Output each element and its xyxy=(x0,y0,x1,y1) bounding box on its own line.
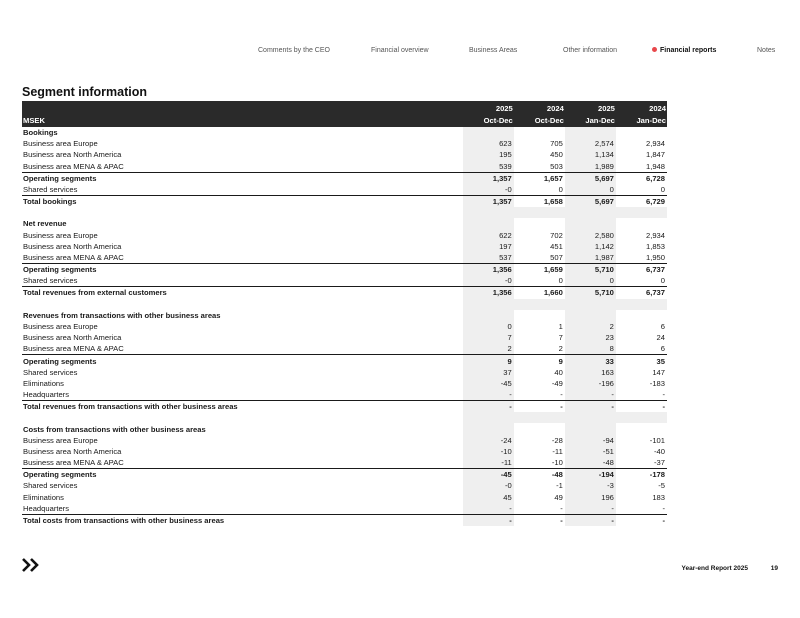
table-row xyxy=(22,138,667,149)
spacer-cell xyxy=(514,207,565,218)
table-row xyxy=(22,446,667,457)
value-cell: - xyxy=(463,401,514,413)
value-cell: 197 xyxy=(463,241,514,252)
subtotal-row xyxy=(22,355,667,367)
value-cell: 0 xyxy=(558,184,563,194)
value-cell: 1,989 xyxy=(565,161,616,173)
table-row xyxy=(22,149,667,160)
value-cell: -49 xyxy=(551,378,563,388)
row-label: Operating segments xyxy=(22,264,463,276)
value-cell: 5,697 xyxy=(565,196,616,208)
row-label: Headquarters xyxy=(23,503,70,513)
value-cell: 2,580 xyxy=(565,230,616,241)
value-cell: 1,853 xyxy=(645,241,665,251)
value-cell: - xyxy=(514,401,565,413)
table-body xyxy=(22,127,667,526)
value-cell: - xyxy=(662,503,665,513)
row-label: Business area Europe xyxy=(23,322,98,331)
table-row xyxy=(22,435,667,446)
value-cell: 1,356 xyxy=(463,287,514,299)
table-header xyxy=(22,101,667,127)
row-label: Business area MENA & APAC xyxy=(23,252,124,262)
subtotal-row xyxy=(22,196,667,208)
row-label: Business area North America xyxy=(23,446,122,456)
spacer-cell xyxy=(514,412,565,423)
value-cell: 1 xyxy=(558,322,563,331)
table-row xyxy=(22,492,667,503)
value-cell: -11 xyxy=(552,446,563,456)
value-cell: 2 xyxy=(565,321,616,332)
value-cell xyxy=(514,423,565,434)
value-cell: 1,660 xyxy=(514,287,565,299)
row-label: Costs from transactions with other business areas xyxy=(23,424,206,434)
value-cell: -5 xyxy=(658,481,665,491)
table-row xyxy=(22,367,667,378)
nav-item-financial-reports[interactable] xyxy=(652,47,716,54)
value-cell: 6 xyxy=(660,322,665,331)
value-cell: 507 xyxy=(550,252,563,262)
value-cell xyxy=(565,423,616,434)
value-cell: - xyxy=(616,401,667,413)
top-navigation xyxy=(0,47,800,59)
value-cell: -51 xyxy=(565,446,616,457)
value-cell: -0 xyxy=(463,184,514,196)
nav-item-other-information[interactable]: Other information xyxy=(563,47,618,54)
value-cell: 1,134 xyxy=(565,149,616,160)
subtotal-row xyxy=(22,469,667,481)
value-cell: 0 xyxy=(660,184,665,194)
value-cell: -40 xyxy=(654,446,665,456)
table-row xyxy=(22,343,667,355)
row-label: Shared services xyxy=(23,184,78,194)
table-row xyxy=(22,321,667,332)
row-label: Business area North America xyxy=(23,241,122,251)
value-cell: 35 xyxy=(616,355,667,367)
value-cell: 6,737 xyxy=(616,287,667,299)
value-cell: 33 xyxy=(565,355,616,367)
value-cell: 1,142 xyxy=(565,241,616,252)
table-row xyxy=(22,230,667,241)
value-cell: 5,697 xyxy=(565,172,616,184)
row-label: Revenues from transactions with other business areas xyxy=(23,310,221,320)
row-label: Eliminations xyxy=(23,492,64,502)
value-cell: 163 xyxy=(565,367,616,378)
row-label: Total revenues from transactions with other business areas xyxy=(22,401,463,413)
value-cell: -28 xyxy=(551,435,563,445)
value-cell: 2 xyxy=(463,343,514,355)
value-cell xyxy=(514,218,565,229)
value-cell: -101 xyxy=(649,435,665,445)
column-year: 2025 xyxy=(598,103,615,113)
subtotal-row xyxy=(22,287,667,299)
value-cell: 503 xyxy=(550,161,563,171)
value-cell: 147 xyxy=(652,367,665,377)
value-cell: -37 xyxy=(654,458,665,468)
subtotal-row xyxy=(22,514,667,526)
value-cell: -48 xyxy=(514,469,565,481)
value-cell: -3 xyxy=(565,480,616,491)
value-cell: - xyxy=(662,390,665,400)
row-label: Business area North America xyxy=(23,333,122,343)
row-label: Shared services xyxy=(23,481,78,491)
spacer-cell xyxy=(565,207,616,218)
table-row xyxy=(22,457,667,469)
value-cell: 6,728 xyxy=(616,172,667,184)
row-label: Total bookings xyxy=(22,196,463,208)
value-cell: 9 xyxy=(463,355,514,367)
nav-item-notes[interactable]: Notes xyxy=(757,47,776,54)
value-cell: 40 xyxy=(554,367,563,377)
value-cell: 2,934 xyxy=(645,230,665,240)
value-cell: 1,948 xyxy=(645,161,665,171)
active-dot-icon xyxy=(652,47,657,52)
value-cell: 0 xyxy=(565,184,616,196)
section-header-row xyxy=(22,127,667,138)
subtotal-row xyxy=(22,264,667,276)
value-cell: -45 xyxy=(463,469,514,481)
value-cell: 195 xyxy=(463,149,514,160)
value-cell: 450 xyxy=(550,150,563,160)
table-row xyxy=(22,241,667,252)
row-label: Business area MENA & APAC xyxy=(23,344,124,354)
spacer-row xyxy=(22,207,667,218)
value-cell: 1,657 xyxy=(514,172,565,184)
row-label: Operating segments xyxy=(22,355,463,367)
value-cell: 23 xyxy=(565,332,616,343)
value-cell: 6 xyxy=(660,344,665,354)
value-cell: -196 xyxy=(565,378,616,389)
value-cell: -24 xyxy=(463,435,514,446)
value-cell xyxy=(616,127,667,138)
value-cell: - xyxy=(463,503,514,515)
value-cell: - xyxy=(514,514,565,526)
value-cell: 6,729 xyxy=(616,196,667,208)
table-row xyxy=(22,480,667,491)
spacer-cell xyxy=(463,207,514,218)
row-label: Total costs from transactions with other business areas xyxy=(22,514,463,526)
value-cell: 2,574 xyxy=(565,138,616,149)
row-label: Business area Europe xyxy=(23,230,98,240)
subtotal-row xyxy=(22,401,667,413)
column-period: Oct-Dec xyxy=(483,115,513,125)
value-cell: - xyxy=(565,503,616,515)
value-cell: 9 xyxy=(514,355,565,367)
value-cell: -45 xyxy=(463,378,514,389)
value-cell: -10 xyxy=(463,446,514,457)
spacer-cell xyxy=(565,299,616,310)
value-cell: 705 xyxy=(550,139,563,149)
value-cell: 7 xyxy=(463,332,514,343)
value-cell xyxy=(616,310,667,321)
spacer-cell xyxy=(463,299,514,310)
value-cell: 1,356 xyxy=(463,264,514,276)
value-cell: -94 xyxy=(565,435,616,446)
row-label: Shared services xyxy=(23,276,78,286)
table-row xyxy=(22,184,667,196)
column-year: 2025 xyxy=(495,103,513,113)
table-row xyxy=(22,252,667,264)
value-cell: -11 xyxy=(463,457,514,469)
spacer-cell xyxy=(565,412,616,423)
spacer-cell xyxy=(22,299,463,310)
value-cell: 1,950 xyxy=(645,252,665,262)
value-cell: 6,737 xyxy=(616,264,667,276)
value-cell: 1,847 xyxy=(645,150,665,160)
value-cell: 8 xyxy=(565,343,616,355)
value-cell: 7 xyxy=(558,333,563,343)
value-cell: -10 xyxy=(551,458,563,468)
value-cell: 622 xyxy=(463,230,514,241)
value-cell: 1,658 xyxy=(514,196,565,208)
nav-item-business-areas[interactable]: Business Areas xyxy=(469,47,518,54)
spacer-row xyxy=(22,299,667,310)
value-cell xyxy=(565,127,616,138)
column-year: 2024 xyxy=(546,103,564,113)
value-cell: -48 xyxy=(565,457,616,469)
value-cell xyxy=(514,310,565,321)
value-cell: 539 xyxy=(463,161,514,173)
value-cell xyxy=(463,310,514,321)
nav-item-label: Financial reports xyxy=(660,47,717,54)
row-label: Business area Europe xyxy=(23,435,98,445)
section-header-row xyxy=(22,310,667,321)
row-label: Eliminations xyxy=(23,378,64,388)
subtotal-row xyxy=(22,172,667,184)
row-label: Bookings xyxy=(23,128,58,138)
row-label: Business area Europe xyxy=(23,139,98,149)
value-cell: 0 xyxy=(463,321,514,332)
value-cell: 5,710 xyxy=(565,287,616,299)
unit-label: MSEK xyxy=(23,115,45,125)
table-row xyxy=(22,503,667,515)
table-row xyxy=(22,378,667,389)
value-cell: - xyxy=(565,514,616,526)
spacer-cell xyxy=(22,412,463,423)
value-cell: 0 xyxy=(565,275,616,287)
spacer-row xyxy=(22,412,667,423)
row-label: Business area North America xyxy=(23,150,122,160)
value-cell: - xyxy=(565,389,616,401)
row-label: Net revenue xyxy=(23,219,67,229)
value-cell: 0 xyxy=(558,276,563,286)
value-cell: -194 xyxy=(565,469,616,481)
nav-item-financial-overview[interactable]: Financial overview xyxy=(371,47,429,54)
footer-report-title: Year-end Report 2025 xyxy=(681,565,748,572)
value-cell: 1,357 xyxy=(463,172,514,184)
value-cell: 623 xyxy=(463,138,514,149)
spacer-cell xyxy=(616,207,667,218)
nav-item-comments-ceo[interactable]: Comments by the CEO xyxy=(258,47,330,54)
value-cell: 183 xyxy=(652,492,665,502)
spacer-cell xyxy=(616,299,667,310)
value-cell: 196 xyxy=(565,492,616,503)
value-cell: 2 xyxy=(558,344,563,354)
spacer-cell xyxy=(463,412,514,423)
section-header-row xyxy=(22,218,667,229)
column-period: Jan-Dec xyxy=(585,115,615,125)
value-cell: 49 xyxy=(554,492,563,502)
value-cell: 1,659 xyxy=(514,264,565,276)
value-cell: - xyxy=(565,401,616,413)
row-label: Operating segments xyxy=(22,469,463,481)
value-cell: 1,357 xyxy=(463,196,514,208)
value-cell: - xyxy=(560,503,563,513)
table-row xyxy=(22,161,667,173)
section-header-row xyxy=(22,423,667,434)
value-cell: 537 xyxy=(463,252,514,264)
row-label: Shared services xyxy=(23,367,78,377)
value-cell: - xyxy=(463,389,514,401)
row-label: Headquarters xyxy=(23,390,70,400)
spacer-cell xyxy=(616,412,667,423)
double-chevron-logo-icon xyxy=(22,558,40,577)
column-period: Oct-Dec xyxy=(534,115,564,125)
value-cell xyxy=(565,310,616,321)
value-cell xyxy=(463,127,514,138)
value-cell: -0 xyxy=(463,275,514,287)
value-cell xyxy=(514,127,565,138)
value-cell: 1,987 xyxy=(565,252,616,264)
value-cell: -178 xyxy=(616,469,667,481)
value-cell: -0 xyxy=(463,480,514,491)
value-cell: 0 xyxy=(660,276,665,286)
footer-page-number: 19 xyxy=(770,565,778,572)
row-label: Business area MENA & APAC xyxy=(23,161,124,171)
value-cell: 451 xyxy=(550,241,563,251)
spacer-cell xyxy=(22,207,463,218)
value-cell xyxy=(463,218,514,229)
spacer-cell xyxy=(514,299,565,310)
column-year: 2024 xyxy=(649,103,666,113)
value-cell xyxy=(463,423,514,434)
column-period: Jan-Dec xyxy=(636,115,666,125)
segment-information-table xyxy=(22,101,667,526)
value-cell: 24 xyxy=(656,333,665,343)
value-cell: -183 xyxy=(649,378,665,388)
table-row xyxy=(22,332,667,343)
table-row xyxy=(22,275,667,287)
value-cell xyxy=(616,218,667,229)
value-cell: -1 xyxy=(556,481,563,491)
row-label: Business area MENA & APAC xyxy=(23,458,124,468)
value-cell: - xyxy=(463,514,514,526)
value-cell xyxy=(565,218,616,229)
row-label: Operating segments xyxy=(22,172,463,184)
value-cell: 702 xyxy=(550,230,563,240)
table-row xyxy=(22,389,667,401)
value-cell: - xyxy=(560,390,563,400)
value-cell: 45 xyxy=(463,492,514,503)
value-cell: 37 xyxy=(463,367,514,378)
value-cell xyxy=(616,423,667,434)
page-title: Segment information xyxy=(22,85,148,99)
row-label: Total revenues from external customers xyxy=(22,287,463,299)
value-cell: - xyxy=(616,514,667,526)
header-empty-cell xyxy=(22,101,463,114)
value-cell: 2,934 xyxy=(645,139,665,149)
value-cell: 5,710 xyxy=(565,264,616,276)
